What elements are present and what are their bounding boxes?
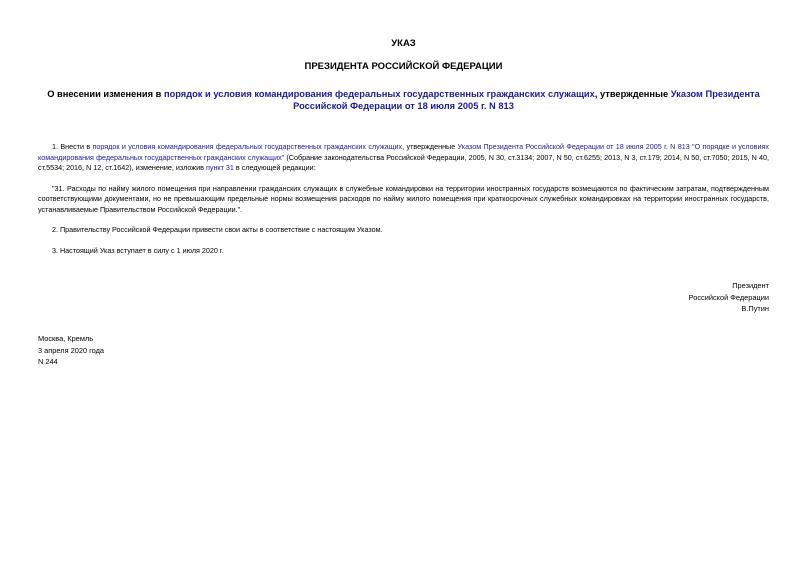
paragraph-1 xyxy=(38,142,769,174)
issuer-title: ПРЕЗИДЕНТА РОССИЙСКОЙ ФЕДЕРАЦИИ xyxy=(304,61,503,72)
subject-middle: , утвержденные xyxy=(594,89,671,99)
paragraph-1-suffix: в следующей редакции: xyxy=(233,163,316,172)
document-subject xyxy=(38,89,769,112)
signature-name: В.Путин xyxy=(741,304,769,313)
paragraph-1-link-procedure[interactable]: порядок и условия командирования федеральных государственных гражданских служащих xyxy=(92,142,403,151)
paragraph-1-link-decree-813[interactable]: Указом Президента Российской Федерации от 18 июля 2005 г. N 813 "О порядке и условиях командирования федеральных государственных гражданских служащих" xyxy=(38,142,769,162)
paragraph-2: 2. Правительству Российской Федерации привести свои акты в соответствие с настоящим Указом. xyxy=(52,225,383,234)
document-page xyxy=(38,38,769,366)
document-number: N 244 xyxy=(38,357,58,366)
place-date: 3 апреля 2020 года xyxy=(38,345,105,355)
signature-country: Российской Федерации xyxy=(688,292,769,302)
paragraph-1-middle2: (Собрание законодательства Российской Федерации, 2005, N 30, ст.3134; 2007, N 50, ст.6255; 2013, N 3, ст.179; 2014, N 50, ст.7050; 2015, N 40, ст.5534; 2016, N 12, ст.1642), изменение, изложив xyxy=(38,152,769,172)
place-date-block xyxy=(38,333,104,368)
subject-link-decree-813[interactable]: Указом Президента Российской Федерации от 18 июля 2005 г. N 813 xyxy=(293,89,760,111)
document-body xyxy=(38,142,769,256)
paragraph-1-middle1: , утвержденные xyxy=(402,142,458,151)
subject-prefix: О внесении изменения в xyxy=(47,89,164,99)
document-type-title: УКАЗ xyxy=(391,38,416,49)
paragraph-3: 3. Настоящий Указ вступает в силу с 1 июля 2020 г. xyxy=(52,245,224,255)
paragraph-quote-31: "31. Расходы по найму жилого помещения при направлении гражданских служащих в служебные командировки на территории иностранных государств возмещаются по фактическим затратам, подтвержденным соответствующими документами, но не превышающим предельные нормы возмещения расходов по найму жилого помещения при краткосрочных служебных командировках на территории иностранных государств, устанавливаемые Правительством Российской Федерации.". xyxy=(38,183,769,214)
paragraph-1-prefix: 1. Внести в xyxy=(52,142,93,151)
place-location: Москва, Кремль xyxy=(38,334,94,343)
paragraph-1-link-item-31[interactable]: пункт 31 xyxy=(205,163,234,172)
signature-position: Президент xyxy=(732,281,769,290)
signature-block xyxy=(689,280,769,315)
subject-link-procedure[interactable]: порядок и условия командирования федеральных государственных гражданских служащих xyxy=(163,89,595,99)
